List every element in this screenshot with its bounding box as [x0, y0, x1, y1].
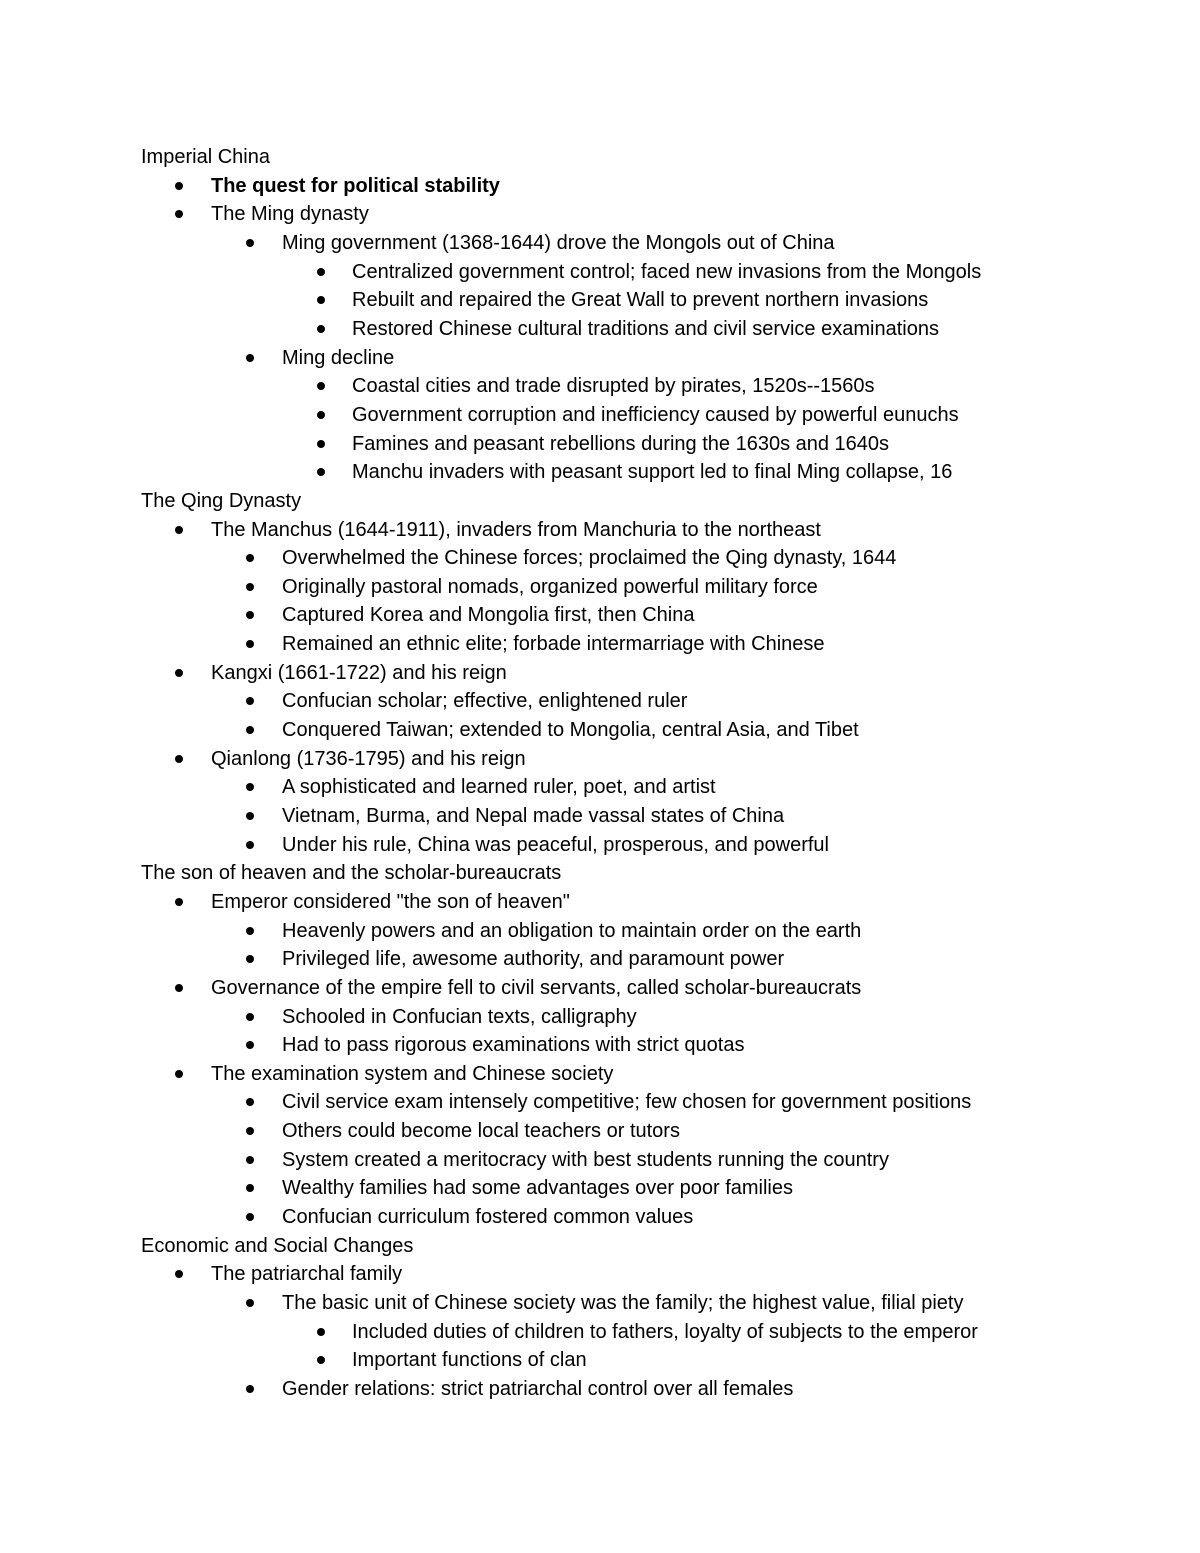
bullet-icon: [175, 669, 183, 677]
bullet-icon: [246, 1013, 254, 1021]
outline-text: Restored Chinese cultural traditions and civil service examinations: [352, 317, 939, 340]
outline-item-level-2: [0, 1146, 1200, 1174]
bullet-icon: [175, 182, 183, 190]
outline-text: A sophisticated and learned ruler, poet, and artist: [282, 776, 716, 799]
outline-item-level-1: [0, 974, 1200, 1002]
outline-text: The patriarchal family: [211, 1263, 403, 1286]
outline-item-level-2: [0, 945, 1200, 973]
outline-text: The basic unit of Chinese society was the family; the highest value, filial piety: [282, 1292, 964, 1314]
outline-item-level-2: [0, 630, 1200, 658]
outline-text: Civil service exam intensely competitive; few chosen for government positions: [282, 1091, 972, 1114]
bullet-icon: [246, 927, 254, 935]
bullet-icon: [317, 1328, 325, 1336]
outline-text: Vietnam, Burma, and Nepal made vassal states of China: [282, 804, 785, 827]
outline-text: Schooled in Confucian texts, calligraphy: [282, 1005, 637, 1028]
bullet-icon: [246, 354, 254, 362]
outline-text: The Qing Dynasty: [141, 489, 302, 512]
outline-item-level-2: [0, 1088, 1200, 1116]
outline-item-level-1: [0, 516, 1200, 544]
outline-item-level-1: [0, 172, 1200, 200]
bullet-icon: [175, 210, 183, 218]
outline-item-level-2: [0, 917, 1200, 945]
outline-item-level-1: [0, 200, 1200, 228]
outline-text: Famines and peasant rebellions during the 1630s and 1640s: [352, 432, 890, 455]
outline-item-level-2: [0, 1117, 1200, 1145]
outline-item-level-2: [0, 1203, 1200, 1231]
outline-item-level-1: [0, 888, 1200, 916]
bullet-icon: [246, 955, 254, 963]
outline-item-level-3: [0, 1318, 1200, 1346]
outline-item-level-2: [0, 716, 1200, 744]
outline-text: Important functions of clan: [352, 1349, 587, 1372]
outline-text: Wealthy families had some advantages over poor families: [282, 1177, 793, 1200]
bullet-icon: [175, 984, 183, 992]
outline-item-level-3: [0, 258, 1200, 286]
outline-text: Ming government (1368-1644) drove the Mongols out of China: [282, 231, 835, 254]
bullet-icon: [175, 898, 183, 906]
bullet-icon: [317, 325, 325, 333]
bullet-icon: [317, 1356, 325, 1364]
bullet-icon: [246, 1184, 254, 1192]
outline-text: Economic and Social Changes: [141, 1234, 414, 1257]
outline-item-level-1: [0, 1060, 1200, 1088]
outline-text: Qianlong (1736-1795) and his reign: [211, 747, 526, 770]
outline-item-level-2: [0, 1031, 1200, 1059]
outline-item-level-3: [0, 458, 1200, 486]
bullet-icon: [175, 526, 183, 534]
outline-text: Privileged life, awesome authority, and paramount power: [282, 948, 785, 971]
bullet-icon: [317, 268, 325, 276]
bullet-icon: [246, 611, 254, 619]
bullet-icon: [317, 296, 325, 304]
outline-text: System created a meritocracy with best students running the country: [282, 1148, 889, 1171]
bullet-icon: [246, 1127, 254, 1135]
outline-item-level-3: [0, 286, 1200, 314]
section-heading: [0, 487, 1200, 515]
bullet-icon: [246, 1299, 254, 1307]
bullet-icon: [246, 583, 254, 591]
bullet-icon: [246, 640, 254, 648]
bullet-icon: [246, 726, 254, 734]
outline-item-level-2: [0, 1003, 1200, 1031]
bullet-icon: [246, 697, 254, 705]
outline-text: Centralized government control; faced new invasions from the Mongols: [352, 260, 982, 283]
outline-text: Imperial China: [141, 146, 270, 168]
bullet-icon: [246, 1041, 254, 1049]
outline-text: Had to pass rigorous examinations with strict quotas: [282, 1034, 745, 1057]
outline-item-level-2: [0, 544, 1200, 572]
outline-item-level-3: [0, 401, 1200, 429]
bullet-icon: [246, 783, 254, 791]
bullet-icon: [317, 440, 325, 448]
section-heading: [0, 859, 1200, 887]
outline-text: Others could become local teachers or tutors: [282, 1120, 680, 1143]
outline-item-level-3: [0, 372, 1200, 400]
outline-text: Governance of the empire fell to civil servants, called scholar-bureaucrats: [211, 976, 862, 999]
outline-text: The Ming dynasty: [211, 203, 369, 226]
outline-text: Conquered Taiwan; extended to Mongolia, central Asia, and Tibet: [282, 719, 859, 741]
outline-text: Ming decline: [282, 346, 395, 369]
bullet-icon: [317, 382, 325, 390]
bullet-icon: [246, 841, 254, 849]
section-heading: [0, 143, 1200, 171]
outline-item-level-2: [0, 1174, 1200, 1202]
outline-item-level-2: [0, 229, 1200, 257]
bullet-icon: [246, 812, 254, 820]
outline-item-level-2: [0, 1375, 1200, 1403]
outline-text: Gender relations: strict patriarchal control over all females: [282, 1378, 794, 1400]
outline-item-level-2: [0, 573, 1200, 601]
bullet-icon: [246, 554, 254, 562]
outline-item-level-3: [0, 430, 1200, 458]
section-heading: [0, 1232, 1200, 1260]
outline-text: Originally pastoral nomads, organized powerful military force: [282, 575, 818, 598]
outline-item-level-3: [0, 1346, 1200, 1374]
outline-text: Confucian scholar; effective, enlightened ruler: [282, 690, 688, 713]
outline-text: The Manchus (1644-1911), invaders from Manchuria to the northeast: [211, 518, 821, 541]
outline-text: Coastal cities and trade disrupted by pirates, 1520s--1560s: [352, 375, 875, 398]
bullet-icon: [246, 1385, 254, 1393]
outline-item-level-1: [0, 745, 1200, 773]
outline-text: The son of heaven and the scholar-bureaucrats: [141, 862, 562, 885]
outline-item-level-2: [0, 773, 1200, 801]
outline-text: The quest for political stability: [211, 174, 500, 197]
bullet-icon: [317, 411, 325, 419]
outline-text: Government corruption and inefficiency caused by powerful eunuchs: [352, 403, 959, 426]
bullet-icon: [246, 1213, 254, 1221]
outline-text: Heavenly powers and an obligation to maintain order on the earth: [282, 919, 862, 942]
outline-text: Manchu invaders with peasant support led to final Ming collapse, 16: [352, 461, 953, 484]
bullet-icon: [246, 239, 254, 247]
bullet-icon: [175, 755, 183, 763]
outline-item-level-2: [0, 1289, 1200, 1317]
outline-item-level-1: [0, 659, 1200, 687]
outline-text: Included duties of children to fathers, loyalty of subjects to the emperor: [352, 1320, 978, 1343]
outline-text: Emperor considered "the son of heaven": [211, 890, 570, 913]
outline-item-level-1: [0, 1260, 1200, 1288]
outline-text: Captured Korea and Mongolia first, then China: [282, 604, 695, 627]
outline-text: The examination system and Chinese society: [211, 1062, 614, 1085]
outline-text: Confucian curriculum fostered common values: [282, 1206, 694, 1228]
outline-text: Under his rule, China was peaceful, prosperous, and powerful: [282, 833, 829, 856]
outline-item-level-2: [0, 601, 1200, 629]
bullet-icon: [175, 1070, 183, 1078]
outline-item-level-2: [0, 802, 1200, 830]
outline-text: Overwhelmed the Chinese forces; proclaimed the Qing dynasty, 1644: [282, 547, 897, 570]
bullet-icon: [246, 1098, 254, 1106]
bullet-icon: [246, 1156, 254, 1164]
outline-item-level-2: [0, 687, 1200, 715]
outline-item-level-2: [0, 344, 1200, 372]
outline-text: Kangxi (1661-1722) and his reign: [211, 661, 507, 684]
outline-text: Remained an ethnic elite; forbade intermarriage with Chinese: [282, 633, 825, 655]
outline-item-level-3: [0, 315, 1200, 343]
bullet-icon: [317, 468, 325, 476]
outline-text: Rebuilt and repaired the Great Wall to prevent northern invasions: [352, 289, 929, 312]
outline-item-level-2: [0, 831, 1200, 859]
bullet-icon: [175, 1270, 183, 1278]
